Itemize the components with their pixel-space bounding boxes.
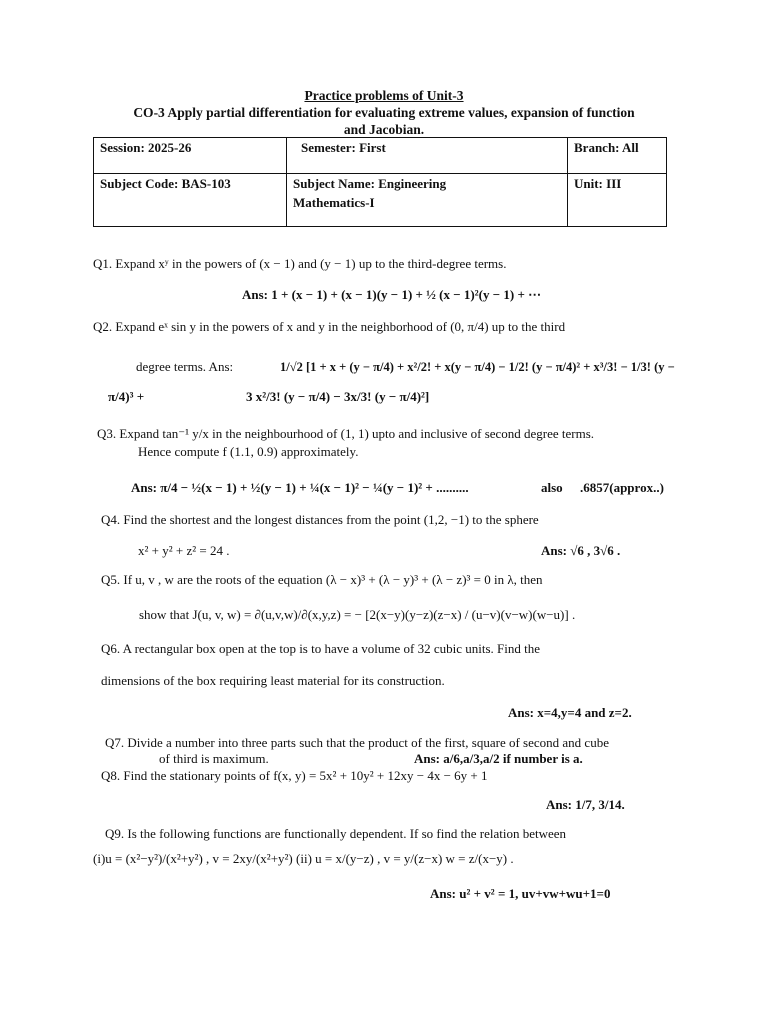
question-2: Q2. Expand eˣ sin y in the powers of x and y in the neighborhood of (0, π/4) up to the third (93, 319, 566, 334)
branch-cell: Branch: All (568, 138, 667, 174)
course-outcome-line-1: CO-3 Apply partial differentiation for evaluating extreme values, expansion of function (133, 105, 635, 120)
subject-name-line-2: Mathematics-I (293, 195, 375, 210)
answer-2-part-c: 3 x²/3! (y − π/4) − 3x/3! (y − π/4)²] (246, 389, 430, 404)
question-1: Q1. Expand xʸ in the powers of (x − 1) and (y − 1) up to the third-degree terms. (93, 256, 507, 271)
answer-6: Ans: x=4,y=4 and z=2. (508, 705, 632, 720)
question-6-line-2: dimensions of the box requiring least material for its construction. (101, 673, 445, 688)
question-4-line-2: x² + y² + z² = 24 . (138, 543, 230, 558)
subject-name-cell (287, 174, 568, 227)
question-7: Q7. Divide a number into three parts such that the product of the first, square of second and cube (105, 735, 609, 750)
question-7-line-2: of third is maximum. (159, 751, 269, 766)
answer-1: Ans: 1 + (x − 1) + (x − 1)(y − 1) + ½ (x − 1)²(y − 1) + ⋯ (242, 287, 542, 302)
course-outcome-line-2: and Jacobian. (343, 122, 425, 137)
answer-3-also: also (541, 480, 563, 495)
page-title: Practice problems of Unit-3 (304, 88, 464, 103)
question-5-line-2: show that J(u, v, w) = ∂(u,v,w)/∂(x,y,z) = − [2(x−y)(y−z)(z−x) / (u−v)(v−w)(w−u)] . (139, 607, 576, 622)
unit-cell: Unit: III (568, 174, 667, 227)
question-4: Q4. Find the shortest and the longest distances from the point (1,2, −1) to the sphere (101, 512, 539, 527)
question-5: Q5. If u, v , w are the roots of the equation (λ − x)³ + (λ − y)³ + (λ − z)³ = 0 in λ, then (101, 572, 543, 587)
info-table (93, 137, 667, 227)
question-6: Q6. A rectangular box open at the top is to have a volume of 32 cubic units. Find the (101, 641, 541, 656)
question-3-line-2: Hence compute f (1.1, 0.9) approximately. (138, 444, 359, 459)
answer-2-part-a: 1/√2 [1 + x + (y − π/4) + x²/2! + x(y − π/4) − 1/2! (y − π/4)² + x³/3! − 1/3! (y − (280, 360, 675, 374)
semester-cell: Semester: First (287, 138, 568, 174)
question-2-line-2: degree terms. Ans: (136, 359, 234, 374)
answer-3-approx: .6857(approx..) (580, 480, 664, 495)
subject-name-line-1: Subject Name: Engineering (293, 176, 447, 191)
question-9-line-2: (i)u = (x²−y²)/(x²+y²) , v = 2xy/(x²+y²) (ii) u = x/(y−z) , v = y/(z−x) w = z/(x−y) . (93, 851, 514, 866)
answer-4: Ans: √6 , 3√6 . (541, 543, 621, 558)
session-cell: Session: 2025-26 (94, 138, 287, 174)
answer-2-part-b: π/4)³ + (108, 389, 145, 404)
answer-9: Ans: u² + v² = 1, uv+vw+wu+1=0 (430, 886, 611, 901)
question-3: Q3. Expand tan⁻¹ y/x in the neighbourhood of (1, 1) upto and inclusive of second degree terms. (97, 426, 595, 441)
question-8: Q8. Find the stationary points of f(x, y) = 5x² + 10y² + 12xy − 4x − 6y + 1 (101, 768, 488, 783)
question-9: Q9. Is the following functions are functionally dependent. If so find the relation between (105, 826, 567, 841)
subject-code-cell: Subject Code: BAS-103 (94, 174, 287, 227)
answer-3: Ans: π/4 − ½(x − 1) + ½(y − 1) + ¼(x − 1)² − ¼(y − 1)² + .......... (131, 480, 469, 495)
answer-8: Ans: 1/7, 3/14. (546, 797, 625, 812)
answer-7: Ans: a/6,a/3,a/2 if number is a. (414, 751, 583, 766)
